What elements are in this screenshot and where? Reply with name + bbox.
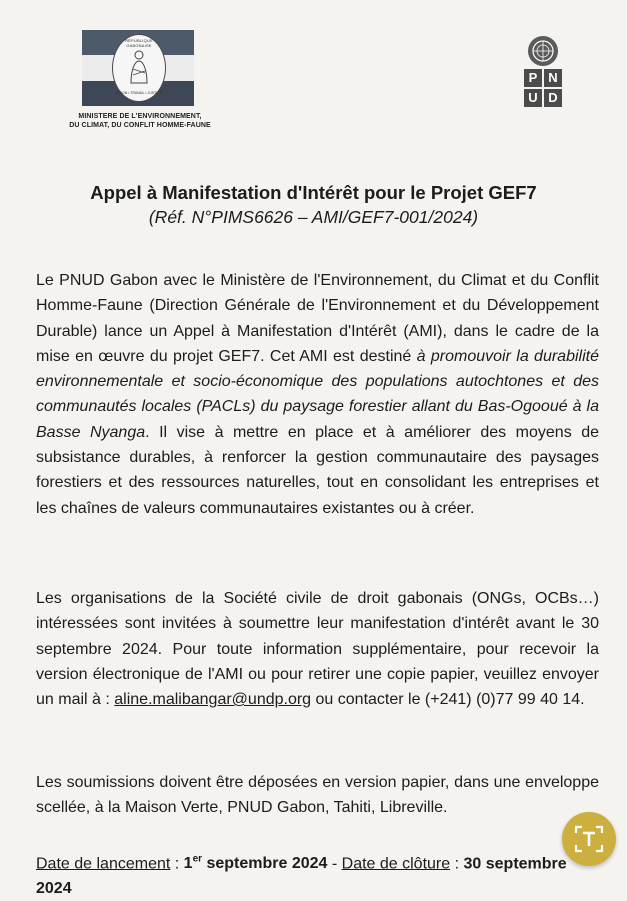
contact-email-link[interactable]: aline.malibangar@undp.org	[114, 691, 312, 709]
launch-date-label: Date de lancement	[36, 855, 171, 873]
paragraph-intro-text-a: Le PNUD Gabon avec le Ministère de l'Environnement, du Climat et du Conflit Homme-Faune (Direction Générale de l'Environnement et du Développement Durable) lance un Appel à Manifestation d'Intérêt (AMI), dans le cadre de la mise en œuvre du projet GEF7. Cet AMI est destiné	[36, 272, 599, 365]
document-title: Appel à Manifestation d'Intérêt pour le Projet GEF7	[90, 182, 537, 203]
undp-letter: P	[524, 69, 542, 87]
undp-letter: U	[524, 89, 542, 107]
undp-letter: N	[544, 69, 562, 87]
launch-date-value	[184, 855, 328, 872]
ministry-name	[60, 112, 220, 130]
dates-line	[36, 847, 601, 901]
seal-text: RÉPUBLIQUE GABONAISE	[125, 38, 153, 48]
un-emblem-icon	[528, 36, 558, 66]
undp-logo	[523, 36, 563, 107]
undp-letter: D	[544, 89, 562, 107]
colon: :	[170, 855, 184, 873]
closing-date-value: 30 septembre 2024	[36, 855, 567, 898]
colon: :	[450, 855, 464, 873]
seal-motto: UNION • TRAVAIL • JUSTICE	[115, 91, 163, 95]
launch-day: 1	[183, 855, 193, 873]
paragraph-eligibility-text-b: ou contacter le (+241) (0)77 99 40 14.	[311, 691, 585, 709]
undp-letters	[523, 69, 563, 107]
ministry-logo	[60, 30, 220, 130]
launch-month-year: septembre 2024	[202, 855, 328, 873]
seal-figure-icon	[127, 49, 151, 85]
launch-day-suffix: er	[192, 854, 203, 865]
document-reference: (Réf. N°PIMS6626 – AMI/GEF7-001/2024)	[148, 207, 479, 227]
ministry-line-2: DU CLIMAT, DU CONFLIT HOMME-FAUNE	[69, 122, 211, 129]
gabon-seal-icon	[112, 34, 166, 102]
closing-date-label: Date de clôture	[341, 855, 451, 873]
gabon-flag-emblem	[82, 30, 194, 106]
ministry-line-1: MINISTERE DE L'ENVIRONNEMENT,	[78, 113, 202, 120]
dates-separator: -	[327, 855, 342, 873]
paragraph-intro	[36, 268, 599, 521]
paragraph-intro-text-b: . Il vise à mettre en place et à améliorer des moyens de subsistance durables, à renforcer la gestion communautaire des paysages forestiers et des ressources naturelles, tout en consolidant les entreprises et les chaînes de valeurs communautaires existantes ou à créer.	[36, 423, 600, 517]
text-recognition-button[interactable]	[562, 812, 616, 866]
paragraph-submission: Les soumissions doivent être déposées en version papier, dans une enveloppe scellée, à la Maison Verte, PNUD Gabon, Tahiti, Libreville.	[36, 774, 599, 817]
paragraph-eligibility	[36, 586, 599, 712]
text-recognition-icon	[573, 823, 605, 855]
paragraph-eligibility-text-a: Les organisations de la Société civile de droit gabonais (ONGs, OCBs…) intéressées sont invitées à soumettre leur manifestation d'intérêt avant le 30 septembre 2024. Pour toute information supplémentaire, pour recevoir la version électronique de l'AMI ou pour retirer une copie papier, veuillez envoyer un mail à :	[36, 590, 599, 709]
paragraph-intro-objective: à promouvoir la durabilité environnementale et socio-économique des populations autochtones et des communautés locales (PACLs) du paysage forestier allant du Bas-Ogooué à la Basse Nyanga	[36, 347, 599, 441]
